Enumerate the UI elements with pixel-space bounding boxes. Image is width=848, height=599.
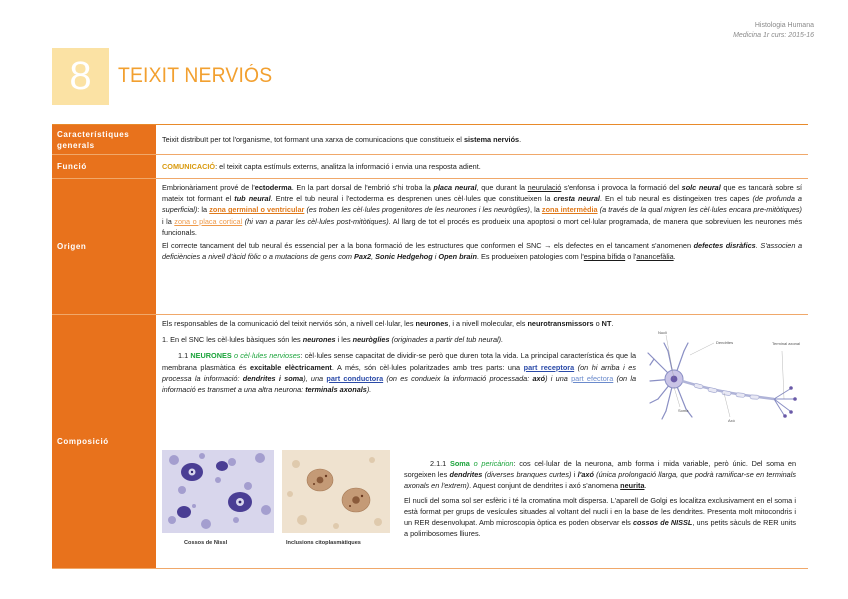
keyword: defectes disràfics xyxy=(693,241,756,251)
keyword: Open brain xyxy=(438,252,477,262)
text: El nucli del soma sol ser esfèric i té la cromatina molt dispersa. L'aparell de Golgi es localitza exclusivament en el soma i està format per grups de vesícules situades al voltant del nucli i en la base de les dendrites. Presenta molt mitocondris i un RER desenvolupat. Amb microscopia òptica es poden observar els xyxy=(404,495,796,528)
text: El correcte tancament del tub neural és essencial per a la bona formació de les estructures que conformen el SNC → els defectes en el tancament s'anomenen xyxy=(162,241,694,251)
keyword: COMUNICACIÓ xyxy=(162,161,216,171)
text: : cèl·lules sense capacitat de dividir-se però que duren tota la vida. La principal característica és que la membrana plasmàtica és xyxy=(162,351,636,372)
keyword: NT xyxy=(601,319,612,328)
term: zona germinal o ventricular xyxy=(209,205,305,215)
row-label: Funció xyxy=(52,155,156,178)
text: 2.1.1 xyxy=(430,459,450,468)
text: . xyxy=(611,319,614,328)
keyword: Soma xyxy=(449,459,470,468)
text: o xyxy=(593,319,602,328)
term: zona intermèdia xyxy=(541,205,598,215)
keyword: placa neural xyxy=(433,183,477,192)
row-label: Característiques generals xyxy=(52,125,156,154)
soma-section xyxy=(404,458,796,542)
row-body xyxy=(156,125,808,154)
paragraph xyxy=(162,350,636,395)
caption-inclusions: Inclusions citoplasmàtiques xyxy=(286,540,361,546)
keyword: NEURONES xyxy=(190,351,232,361)
text: . Es produeixen patologies com l' xyxy=(476,252,584,262)
label-soma: Soma xyxy=(678,408,689,413)
text: Teixit distribuït per tot l'organisme, tot formant una xarxa de comunicacions que constitueix el xyxy=(162,134,464,144)
keyword: dendrites xyxy=(449,470,483,480)
text: . En la part dorsal de l'embrió s'hi troba la xyxy=(291,183,434,192)
text: : cos cel·lular de la neurona, amb forma i mida variable, però únic. Del soma en sorgeixen les xyxy=(404,459,797,480)
text: (única prolongació llarga, que podrà ramificar-se en terminals axonals en l'extrem) xyxy=(404,470,796,491)
text: i xyxy=(571,470,578,480)
nissl-micrograph xyxy=(162,450,274,533)
text: Embrionàriament prové de l' xyxy=(162,183,255,192)
text: , la xyxy=(529,205,542,215)
term: neurita xyxy=(620,481,645,491)
keyword: axó xyxy=(532,373,546,383)
row-body xyxy=(156,315,808,568)
term: part conductora xyxy=(326,373,384,383)
keyword: ectoderma xyxy=(254,183,292,192)
chapter-number-box xyxy=(52,48,109,105)
paragraph xyxy=(162,240,802,262)
term: espina bífida xyxy=(583,252,626,262)
keyword: tub neural xyxy=(234,194,271,204)
label-dendrites: Dendrites xyxy=(716,340,734,345)
text: , que durant la xyxy=(476,183,528,192)
row-composicio xyxy=(52,315,808,569)
term: part efectora xyxy=(571,373,614,383)
text: . xyxy=(519,134,522,144)
text: . En el tub neural es distingeixen tres capes xyxy=(599,194,753,204)
text: . S'associen a deficiències a nivell d'àcid fòlic o a mutacions de gens com xyxy=(162,241,803,262)
text: ) i una xyxy=(545,373,572,383)
keyword: Sonic Hedgehog xyxy=(375,252,433,262)
paragraph xyxy=(404,495,796,540)
label-axo: Axó xyxy=(728,418,735,423)
text: (a través de la qual migren les cèl·lules encara pre-mitòtiques) xyxy=(597,205,802,215)
text: Els responsables de la comunicació del teixit nerviós són, a nivell cel·lular, les xyxy=(162,319,416,328)
text: . xyxy=(644,481,647,491)
text: ). xyxy=(366,385,372,395)
text: i xyxy=(432,252,439,262)
keyword: solc neural xyxy=(681,183,721,192)
text: . Al llarg de tot el procés es produeix una apoptosi o mort cel·lular programada, de manera que sobreviuen les neurones més funcionals. xyxy=(162,216,802,237)
keyword: terminals axonals xyxy=(305,385,367,395)
text: . xyxy=(673,252,676,262)
paragraph xyxy=(162,318,802,329)
text: (diverses branques curtes) xyxy=(482,470,572,480)
text: (on hi arriba i es processa la informació: xyxy=(162,362,636,383)
text: 1.1 xyxy=(178,351,191,361)
keyword: sistema nerviós xyxy=(463,134,520,144)
term: zona o placa cortical xyxy=(174,216,243,226)
text: (es troben les cèl·lules progenitores de les neurones i les neuròglies) xyxy=(304,205,530,215)
term: part receptora xyxy=(523,362,575,372)
text: ), una xyxy=(303,373,327,383)
text: (on la informació es transmet a una altra neurona: xyxy=(162,373,637,395)
text: i les xyxy=(335,335,353,345)
row-label: Composició xyxy=(52,315,156,568)
text: : el teixit capta estímuls externs, analitza la informació i envia una resposta adient. xyxy=(215,161,481,171)
text: o pericàrion xyxy=(469,459,514,468)
text: (de profunda a superficial) xyxy=(162,194,802,215)
keyword: neurones xyxy=(415,319,449,328)
row-caracteristiques xyxy=(52,125,808,155)
keyword: dendrites i soma xyxy=(242,373,304,383)
keyword: cossos de NISSL xyxy=(632,518,693,528)
chapter-number: 8 xyxy=(69,54,92,98)
paragraph xyxy=(162,182,802,238)
keyword: cresta neural xyxy=(553,194,600,204)
course-subtitle: Medicina 1r curs: 2015-16 xyxy=(733,32,814,39)
neuron-diagram xyxy=(644,329,800,429)
text: i la xyxy=(162,216,175,226)
text: s'enfonsa i provoca la formació del xyxy=(561,183,682,192)
caption-nissl: Cossos de Nissl xyxy=(184,540,228,546)
keyword: neuròglies xyxy=(352,335,390,345)
text: o l' xyxy=(625,252,637,262)
keyword: neurones xyxy=(302,335,336,345)
label-terminal: Terminal axonal xyxy=(772,341,800,346)
row-body xyxy=(156,179,808,314)
chapter-title: TEIXIT NERVIÓS xyxy=(118,64,273,87)
text: 1. En el SNC les cèl·lules bàsiques són les xyxy=(162,335,303,345)
text: (hi van a parar les cèl·lules post-mitòtiques) xyxy=(242,216,389,226)
keyword: neurotransmissors xyxy=(527,319,594,328)
term: neurulació xyxy=(527,183,562,192)
row-body xyxy=(156,155,808,178)
text: , xyxy=(371,252,376,262)
label-nucli: Nucli xyxy=(658,330,667,335)
keyword: excitable elèctricament xyxy=(250,362,332,372)
row-origen xyxy=(52,179,808,315)
inclusions-micrograph xyxy=(282,450,390,533)
text: : la xyxy=(197,205,210,215)
keyword: Pax2 xyxy=(354,252,372,262)
text: , uns petits sàculs de RER units a polirribosomes lliures. xyxy=(404,518,797,539)
row-label: Origen xyxy=(52,179,156,314)
text: , i a nivell molecular, els xyxy=(448,319,528,328)
paragraph xyxy=(404,458,796,492)
page-header xyxy=(733,21,814,41)
content-table xyxy=(52,124,808,569)
text: . Aquest conjunt de dendrites i axó s'anomena xyxy=(469,481,621,491)
text: (originades a partir del tub neural). xyxy=(389,335,504,345)
text: que es tancarà sobre sí mateix tot formant el xyxy=(162,183,802,204)
text: o cèl·lules nervioses xyxy=(231,351,301,361)
text: . Entre el tub neural i l'ectoderma es desprenen unes cèl·lules que constitueixen la xyxy=(270,194,554,204)
row-funcio xyxy=(52,155,808,179)
keyword: l'axó xyxy=(577,470,594,480)
text: (on es condueix la informació processada: xyxy=(383,373,533,383)
text: . A més, són cèl·lules polaritzades amb tres parts: una xyxy=(331,362,524,372)
course-name: Histologia Humana xyxy=(754,22,814,29)
term: anancefàlia xyxy=(636,252,674,262)
